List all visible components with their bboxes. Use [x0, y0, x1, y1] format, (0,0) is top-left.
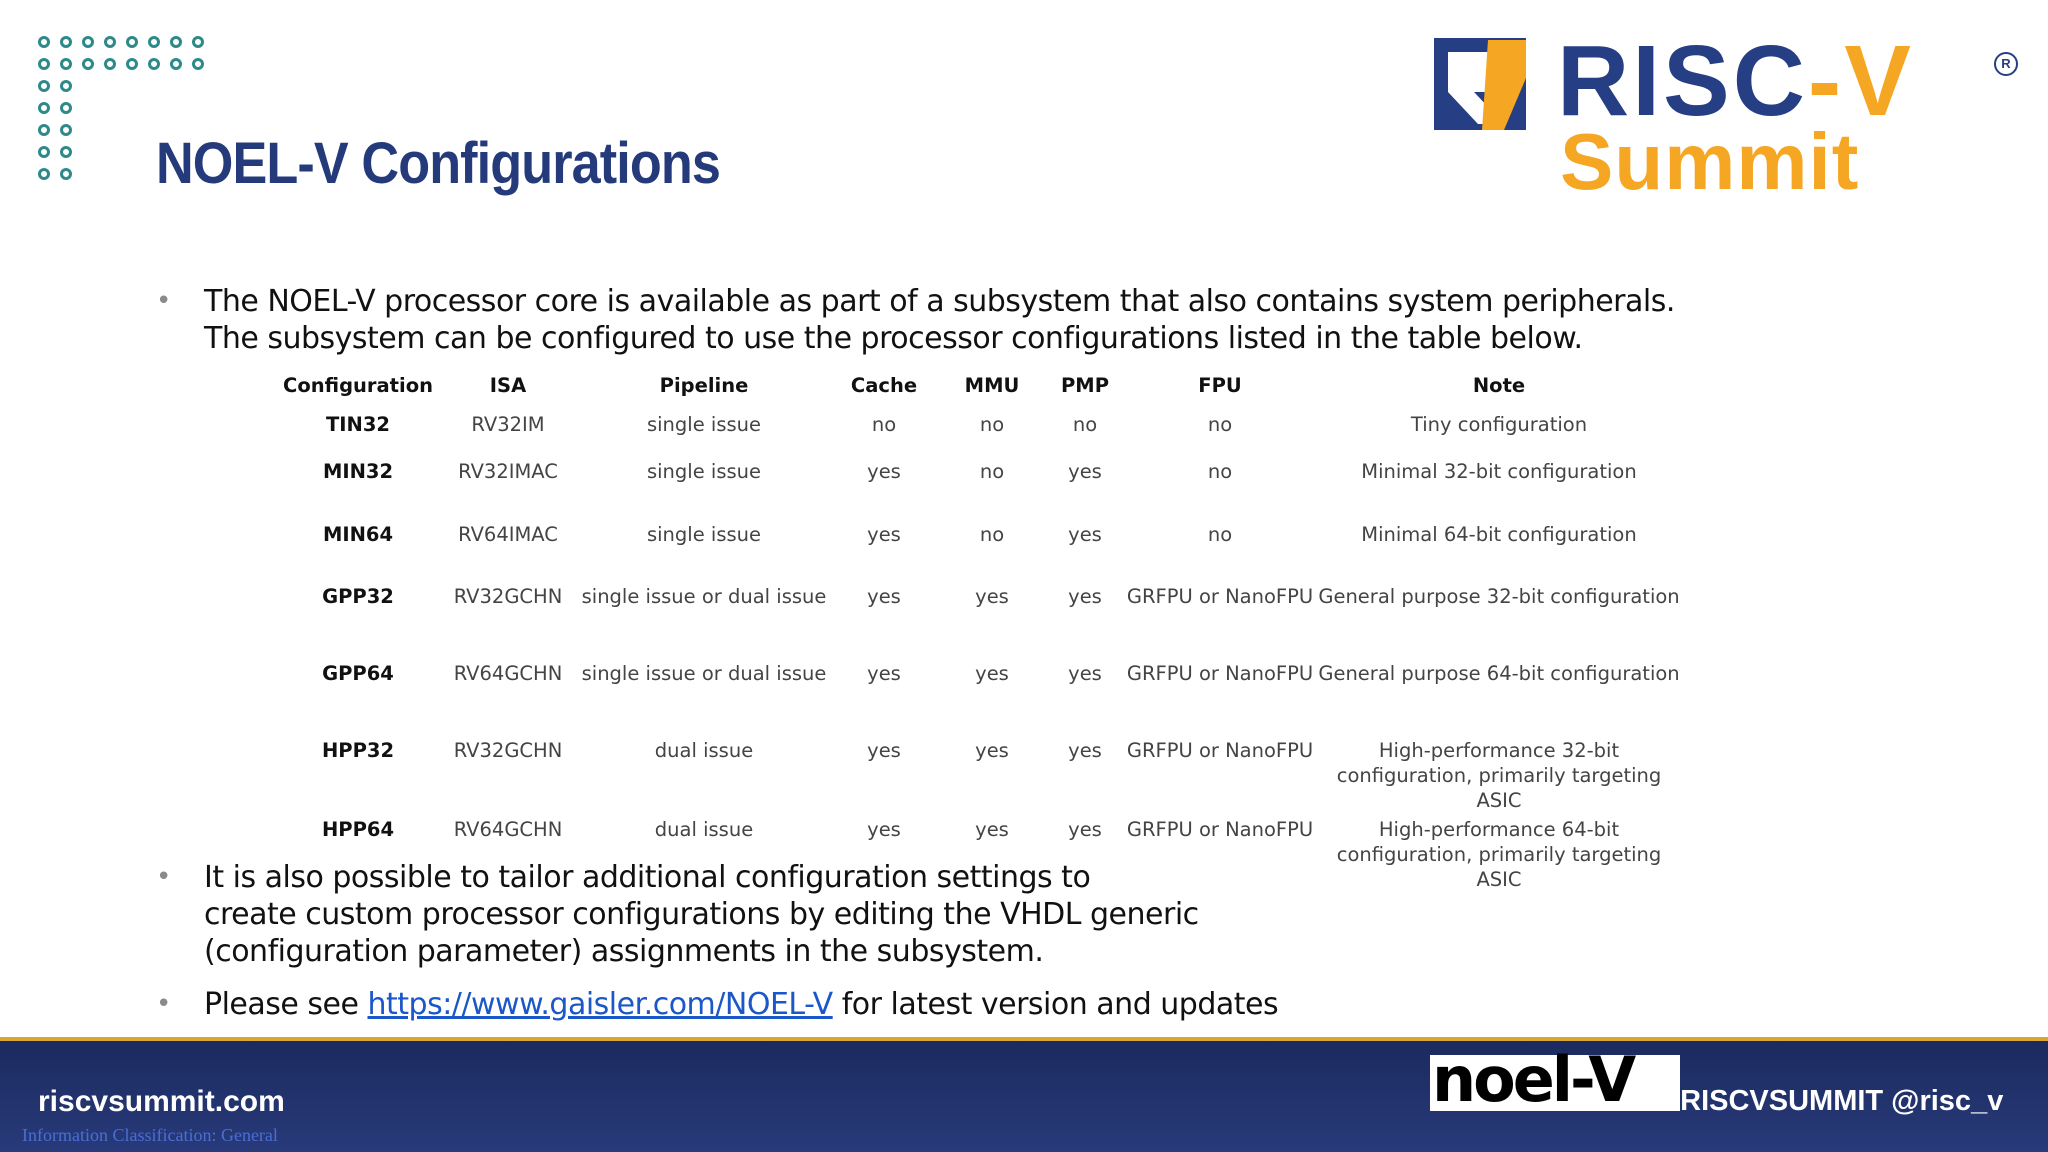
- cell-configuration: MIN32: [322, 460, 394, 483]
- cell-pmp: yes: [1068, 460, 1102, 483]
- pattern-dot: [38, 58, 50, 70]
- pattern-dot: [170, 36, 182, 48]
- pattern-dot: [148, 58, 160, 70]
- cell-note: Tiny configuration: [1410, 413, 1588, 436]
- bullet-intro-line-1: The NOEL-V processor core is available as part of a subsystem that also contains system peripherals.: [204, 284, 1675, 319]
- pattern-dot: [38, 80, 50, 92]
- see-suffix: for latest version and updates: [832, 987, 1279, 1022]
- cell-pmp: yes: [1068, 818, 1102, 841]
- pattern-dot: [104, 58, 116, 70]
- pattern-dot: [60, 124, 72, 136]
- cell-note: General purpose 32-bit configuration: [1318, 585, 1680, 608]
- cell-cache: no: [871, 413, 897, 436]
- header-note: Note: [1472, 374, 1526, 397]
- cell-pmp: yes: [1068, 662, 1102, 685]
- cell-pipeline: single issue: [646, 523, 762, 546]
- cell-mmu: no: [979, 460, 1005, 483]
- pattern-dot: [38, 124, 50, 136]
- pattern-dot: [126, 58, 138, 70]
- pattern-dot: [104, 36, 116, 48]
- cell-fpu: GRFPU or NanoFPU: [1126, 662, 1314, 685]
- cell-cache: yes: [867, 739, 901, 762]
- risc-v-mark-icon: [1434, 38, 1526, 130]
- header-pipeline: Pipeline: [659, 374, 749, 397]
- bullet-tailor-line-2: create custom processor configurations by editing the VHDL generic: [204, 897, 1199, 932]
- pattern-dot: [192, 58, 204, 70]
- cell-configuration: HPP32: [321, 739, 395, 762]
- logo-risc-text: RISC: [1557, 25, 1808, 137]
- cell-configuration: GPP64: [322, 662, 394, 685]
- gaisler-link[interactable]: https://www.gaisler.com/NOEL-V: [367, 987, 833, 1022]
- cell-pipeline: dual issue: [654, 739, 754, 762]
- pattern-dot: [82, 58, 94, 70]
- pattern-dot: [148, 36, 160, 48]
- cell-mmu: no: [979, 523, 1005, 546]
- footer-classification: Information Classification: General: [22, 1125, 278, 1145]
- pattern-dot: [38, 146, 50, 158]
- pattern-dot: [60, 168, 72, 180]
- cell-mmu: yes: [975, 739, 1009, 762]
- cell-mmu: yes: [975, 818, 1009, 841]
- registered-mark: R: [1994, 52, 2018, 76]
- cell-pipeline: single issue: [646, 413, 762, 436]
- cell-note: Minimal 64-bit configuration: [1361, 523, 1637, 546]
- pattern-dot: [170, 58, 182, 70]
- risc-v-summit-logo: [1432, 25, 2022, 206]
- header-configuration: Configuration: [283, 374, 433, 397]
- cell-fpu: no: [1207, 523, 1233, 546]
- cell-mmu: yes: [975, 585, 1009, 608]
- cell-fpu: no: [1207, 460, 1233, 483]
- cell-note: General purpose 64-bit configuration: [1318, 662, 1680, 685]
- cell-cache: yes: [867, 585, 901, 608]
- bullet-tailor-line-3: (configuration parameter) assignments in the subsystem.: [204, 934, 1044, 969]
- bullet-dot-icon: •: [156, 989, 171, 1019]
- pattern-dot: [60, 58, 72, 70]
- slide-title: NOEL-V Configurations: [156, 131, 720, 196]
- pattern-dot: [82, 36, 94, 48]
- cell-isa: RV32IMAC: [458, 460, 558, 483]
- cell-note: High-performance 64-bit configuration, primarily targeting ASIC: [1336, 818, 1662, 891]
- cell-note: Minimal 32-bit configuration: [1361, 460, 1637, 483]
- cell-fpu: no: [1207, 413, 1233, 436]
- logo-summit-text: Summit: [1560, 117, 1860, 206]
- cell-isa: RV64GCHN: [453, 662, 563, 685]
- bullet-tailor-line-1: It is also possible to tailor additional configuration settings to: [204, 860, 1091, 895]
- header-pmp: PMP: [1061, 374, 1109, 397]
- pattern-dot: [126, 36, 138, 48]
- cell-cache: yes: [867, 662, 901, 685]
- bullet-dot-icon: •: [156, 286, 171, 316]
- cell-configuration: MIN64: [322, 523, 394, 546]
- cell-pipeline: single issue or dual issue: [581, 662, 827, 685]
- cell-isa: RV64GCHN: [453, 818, 563, 841]
- cell-pmp: no: [1072, 413, 1098, 436]
- cell-isa: RV32IM: [471, 413, 545, 436]
- cell-fpu: GRFPU or NanoFPU: [1126, 818, 1314, 841]
- cell-pipeline: dual issue: [654, 818, 754, 841]
- pattern-dot: [38, 102, 50, 114]
- cell-mmu: no: [979, 413, 1005, 436]
- cell-cache: yes: [867, 523, 901, 546]
- footer-site: riscvsummit.com: [38, 1085, 285, 1118]
- cell-pmp: yes: [1068, 739, 1102, 762]
- header-isa: ISA: [489, 374, 527, 397]
- header-cache: Cache: [850, 374, 918, 397]
- pattern-dot: [38, 168, 50, 180]
- pattern-dot: [60, 102, 72, 114]
- bullet-dot-icon: •: [156, 862, 171, 892]
- footer-hashtags: #RISCVSUMMIT @risc_v: [1664, 1085, 2004, 1117]
- footer-bar: [0, 1037, 2048, 1152]
- logo-v-text: -V: [1807, 25, 1914, 137]
- cell-isa: RV32GCHN: [453, 585, 563, 608]
- cell-pmp: yes: [1068, 585, 1102, 608]
- cell-isa: RV32GCHN: [453, 739, 563, 762]
- cell-cache: yes: [867, 818, 901, 841]
- cell-pmp: yes: [1068, 523, 1102, 546]
- cell-isa: RV64IMAC: [458, 523, 558, 546]
- header-mmu: MMU: [964, 374, 1020, 397]
- cell-note: High-performance 32-bit configuration, primarily targeting ASIC: [1336, 739, 1662, 812]
- cell-configuration: HPP64: [321, 818, 395, 841]
- cell-fpu: GRFPU or NanoFPU: [1126, 585, 1314, 608]
- bullet-intro-line-2: The subsystem can be configured to use the processor configurations listed in the table below.: [204, 321, 1583, 356]
- see-prefix: Please see: [204, 987, 368, 1022]
- pattern-dot: [60, 80, 72, 92]
- cell-mmu: yes: [975, 662, 1009, 685]
- header-fpu: FPU: [1198, 374, 1242, 397]
- pattern-dot: [60, 36, 72, 48]
- cell-pipeline: single issue or dual issue: [581, 585, 827, 608]
- cell-configuration: GPP32: [322, 585, 394, 608]
- cell-pipeline: single issue: [646, 460, 762, 483]
- pattern-dot: [60, 146, 72, 158]
- pattern-dot: [38, 36, 50, 48]
- pattern-dot: [192, 36, 204, 48]
- noel-v-logo: noel-V: [1432, 1043, 1634, 1116]
- cell-fpu: GRFPU or NanoFPU: [1126, 739, 1314, 762]
- cell-configuration: TIN32: [325, 413, 391, 436]
- cell-cache: yes: [867, 460, 901, 483]
